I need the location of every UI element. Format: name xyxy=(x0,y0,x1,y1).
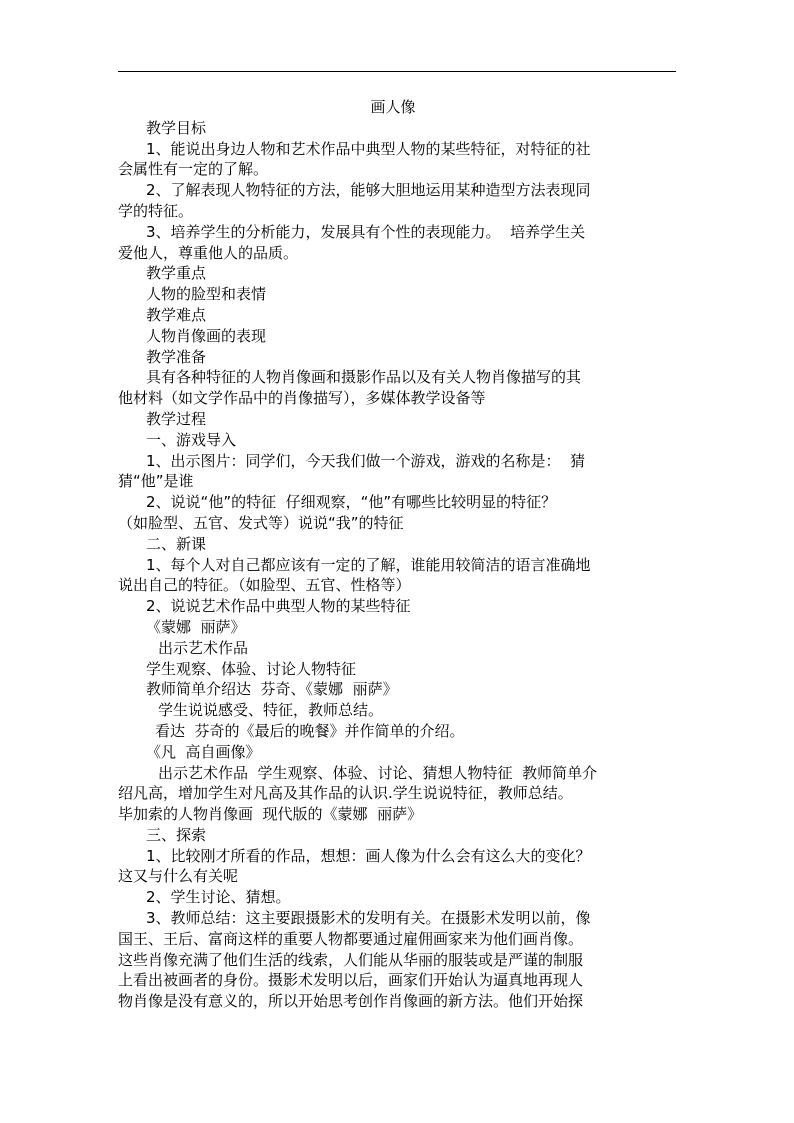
text-line: 说出自己的特征。（如脸型、五官、性格等） xyxy=(118,576,411,595)
text-line: 猜“他”是谁 xyxy=(118,472,194,491)
text-line: 1、比较刚才所看的作品，想想：画人像为什么会有这么大的变化？ xyxy=(146,846,591,865)
text-line: 人物的脸型和表情 xyxy=(146,285,267,304)
header-rule xyxy=(118,71,676,72)
text-line: 教师简单介绍达 芬奇、《蒙娜 丽萨》 xyxy=(146,680,398,699)
text-line: 具有各种特征的人物肖像画和摄影作品以及有关人物肖像描写的其 xyxy=(146,368,582,387)
text-line: 这些肖像充满了他们生活的线索，人们能从华丽的服装或是严谨的制服 xyxy=(118,950,584,969)
text-line: 2、说说“他”的特征 仔细观察，“他”有哪些比较明显的特征？ xyxy=(146,493,557,512)
text-line: 他材料（如文学作品中的肖像描写），多媒体教学设备等 xyxy=(118,389,486,408)
text-line: 2、了解表现人物特征的方法，能够大胆地运用某种造型方法表现同 xyxy=(146,181,591,200)
document-body xyxy=(118,97,676,1012)
text-line: 看达 芬奇的《最后的晚餐》并作简单的介绍。 xyxy=(155,721,465,740)
text-line: 学的特征。 xyxy=(118,201,194,220)
text-line: （如脸型、五官、发式等）说说“我”的特征 xyxy=(118,513,404,532)
text-line: 学生说说感受、特征，教师总结。 xyxy=(158,701,384,720)
text-line: 爱他人，尊重他人的品质。 xyxy=(118,243,299,262)
section-heading-objectives: 教学目标 xyxy=(146,118,207,137)
text-line: 3、培养学生的分析能力，发展具有个性的表现能力。 培养学生关 xyxy=(146,222,586,241)
text-line: 3、教师总结：这主要跟摄影术的发明有关。在摄影术发明以前，像 xyxy=(146,909,591,928)
subsection-heading: 三、探索 xyxy=(146,825,207,844)
subsection-heading: 二、新课 xyxy=(146,534,207,553)
text-line: 毕加索的人物肖像画 现代版的《蒙娜 丽萨》 xyxy=(118,805,423,824)
subsection-heading: 一、游戏导入 xyxy=(146,430,237,449)
text-line: 这又与什么有关呢 xyxy=(118,867,239,886)
text-line: 出示艺术作品 xyxy=(158,638,249,657)
text-line: 绍凡高，增加学生对凡高及其作品的认识.学生说说特征，教师总结。 xyxy=(118,784,573,803)
section-heading-process: 教学过程 xyxy=(146,409,207,428)
text-line: 出示艺术作品 学生观察、体验、讨论、猜想人物特征 教师简单介 xyxy=(158,763,598,782)
text-line: 会属性有一定的了解。 xyxy=(118,160,269,179)
section-heading-preparation: 教学准备 xyxy=(146,347,207,366)
text-line: 学生观察、体验、讨论人物特征 xyxy=(146,659,357,678)
text-line: 《蒙娜 丽萨》 xyxy=(146,617,246,636)
text-line: 《凡 高自画像》 xyxy=(146,742,261,761)
text-line: 人物肖像画的表现 xyxy=(146,326,267,345)
section-heading-difficulties: 教学难点 xyxy=(146,305,207,324)
text-line: 1、能说出身边人物和艺术作品中典型人物的某些特征，对特征的社 xyxy=(146,139,591,158)
page-title: 画人像 xyxy=(370,98,416,116)
text-line: 上看出被画者的身份。摄影术发明以后，画家们开始认为逼真地再现人 xyxy=(118,971,584,990)
text-line: 1、出示图片：同学们，今天我们做一个游戏，游戏的名称是： 猜 xyxy=(146,451,586,470)
text-line: 2、说说艺术作品中典型人物的某些特征 xyxy=(146,597,411,616)
text-line: 国王、王后、富商这样的重要人物都要通过雇佣画家来为他们画肖像。 xyxy=(118,929,584,948)
text-line: 2、学生讨论、猜想。 xyxy=(146,888,291,907)
section-heading-key-points: 教学重点 xyxy=(146,264,207,283)
text-line: 1、每个人对自己都应该有一定的了解，谁能用较简洁的语言准确地 xyxy=(146,555,591,574)
text-line: 物肖像是没有意义的，所以开始思考创作肖像画的新方法。他们开始探 xyxy=(118,992,584,1011)
